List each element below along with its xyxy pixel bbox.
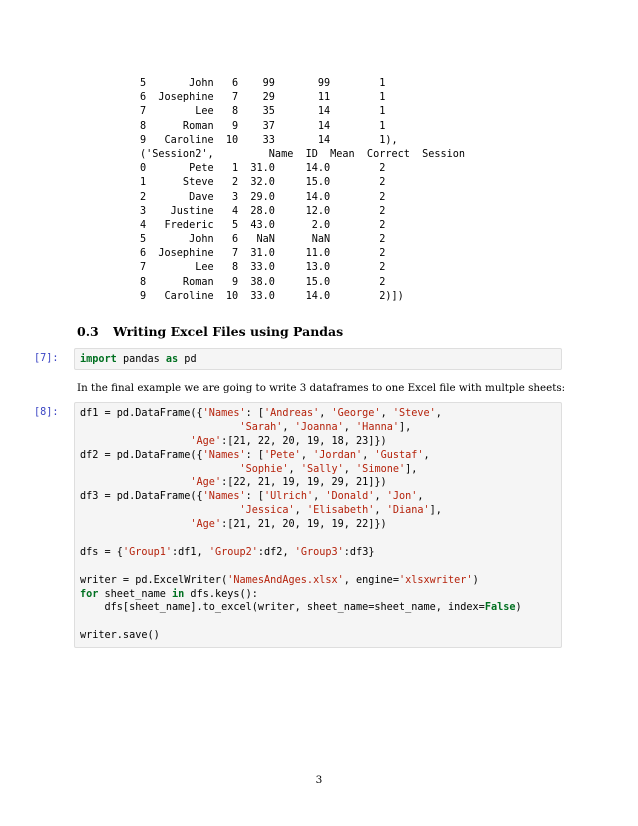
code-line	[80, 435, 522, 449]
output-line: 5 John 6 NaN NaN 2	[140, 234, 386, 246]
string-token: 'Ulrich'	[264, 491, 314, 503]
code-cell-7[interactable]	[74, 348, 562, 370]
code-token: ,	[380, 408, 393, 419]
output-line: 9 Caroline 10 33 14 1),	[140, 134, 398, 146]
section-title: Writing Excel Files using Pandas	[113, 324, 344, 339]
dataframe-output	[140, 77, 465, 304]
code-token: : [	[245, 491, 265, 503]
output-line: 8 Roman 9 38.0 15.0 2	[140, 276, 386, 288]
page-number: 3	[315, 774, 323, 786]
code-cell-7-source	[80, 353, 197, 367]
string-token: 'Names'	[202, 408, 246, 419]
code-token	[80, 505, 239, 516]
cell-7-prompt: [7]:	[34, 353, 59, 364]
code-token: :[22, 21, 19, 19, 29, 21]})	[221, 477, 387, 489]
alias-name: pd	[178, 354, 197, 365]
code-token: ,	[343, 463, 357, 475]
output-line: 7 Lee 8 33.0 13.0 2	[140, 262, 386, 274]
string-token: 'Jessica'	[239, 505, 295, 517]
code-token: ,	[288, 463, 301, 475]
code-token: df1 = pd.DataFrame({	[80, 408, 203, 419]
string-token: 'Pete'	[264, 449, 301, 461]
code-line	[80, 449, 522, 463]
output-line: 5 John 6 99 99 1	[140, 78, 386, 89]
string-token: 'Sophie'	[239, 463, 289, 475]
code-token: ,	[319, 408, 332, 419]
output-line: 6 Josephine 7 29 11 1	[140, 92, 386, 104]
code-token	[80, 422, 239, 433]
output-line: 2 Dave 3 29.0 14.0 2	[140, 191, 386, 203]
string-token: 'Group3'	[294, 546, 344, 558]
code-token: ,	[362, 449, 375, 461]
code-token: ,	[294, 505, 307, 517]
code-token: ,	[374, 491, 387, 503]
code-token: , engine=	[343, 574, 399, 586]
code-token: ],	[429, 505, 442, 517]
code-line	[80, 546, 522, 560]
string-token: 'Sarah'	[239, 421, 283, 433]
keyword-token: False	[484, 602, 516, 614]
code-token: :df1,	[172, 546, 209, 558]
code-token: df3 = pd.DataFrame({	[80, 491, 203, 503]
code-token: dfs.keys():	[184, 588, 258, 600]
code-token: ],	[398, 421, 412, 433]
output-line: 1 Steve 2 32.0 15.0 2	[140, 177, 386, 189]
keyword-as: as	[165, 354, 179, 365]
code-token: ,	[282, 421, 295, 433]
string-token: 'xlsxwriter'	[398, 574, 473, 586]
keyword-token: for	[80, 588, 99, 600]
code-cell-8-source	[80, 407, 522, 643]
output-line: 9 Caroline 10 33.0 14.0 2)])	[140, 290, 404, 302]
code-token: df2 = pd.DataFrame({	[80, 449, 203, 461]
code-line	[80, 560, 522, 574]
string-token: 'Sally'	[300, 463, 344, 475]
output-line: 4 Frederic 5 43.0 2.0 2	[140, 219, 386, 231]
string-token: 'Donald'	[325, 491, 375, 503]
code-line	[80, 629, 522, 643]
string-token: 'Age'	[190, 519, 222, 531]
code-line	[80, 421, 522, 435]
output-line: 8 Roman 9 37 14 1	[140, 120, 386, 132]
code-token: writer = pd.ExcelWriter(	[80, 574, 228, 586]
code-token: : [	[245, 449, 265, 461]
code-token: ,	[435, 408, 442, 419]
output-line: ('Session2', Name ID Mean Correct Session	[140, 148, 466, 160]
string-token: 'Diana'	[386, 505, 430, 517]
code-token: ,	[374, 505, 387, 517]
code-token: dfs[sheet_name].to_excel(writer, sheet_name=sheet_name, index=	[80, 602, 485, 614]
code-token: :df2,	[257, 546, 295, 558]
code-token: ,	[313, 491, 326, 503]
code-line	[80, 407, 522, 421]
code-token: :[21, 21, 20, 19, 19, 22]})	[221, 519, 387, 531]
code-line	[80, 476, 522, 490]
string-token: 'Jordan'	[313, 449, 363, 461]
section-number: 0.3	[77, 324, 99, 339]
code-token: )	[472, 574, 479, 586]
code-line	[80, 615, 522, 629]
section-heading	[77, 324, 343, 339]
module-name: pandas	[116, 354, 166, 365]
string-token: 'Age'	[190, 435, 222, 447]
code-token: dfs = {	[80, 546, 123, 558]
code-token	[80, 477, 190, 488]
string-token: 'Steve'	[392, 408, 436, 419]
keyword-token: in	[172, 588, 185, 600]
code-line	[80, 490, 522, 504]
string-token: 'George'	[331, 408, 381, 419]
body-paragraph: In the final example we are going to write 3 dataframes to one Excel file with multple sheets:	[77, 382, 566, 394]
code-line	[80, 588, 522, 602]
string-token: 'Hanna'	[356, 421, 399, 433]
string-token: 'Group2'	[208, 546, 258, 558]
output-line: 6 Josephine 7 31.0 11.0 2	[140, 248, 386, 260]
code-line	[80, 532, 522, 546]
code-token	[80, 436, 190, 447]
string-token: 'Group1'	[122, 546, 173, 558]
string-token: 'Gustaf'	[374, 449, 424, 461]
code-token	[80, 464, 239, 475]
string-token: 'Age'	[190, 477, 222, 489]
string-token: 'Elisabeth'	[306, 505, 375, 517]
code-token: : [	[245, 408, 265, 419]
code-line	[80, 463, 522, 477]
code-line	[80, 574, 522, 588]
string-token: 'Joanna'	[294, 421, 344, 433]
output-line: 0 Pete 1 31.0 14.0 2	[140, 163, 386, 175]
string-token: 'NamesAndAges.xlsx'	[227, 574, 344, 586]
cell-8-prompt: [8]:	[34, 407, 59, 418]
code-token: :[21, 22, 20, 19, 18, 23]})	[221, 435, 387, 447]
string-token: 'Simone'	[356, 463, 406, 475]
output-line: 3 Justine 4 28.0 12.0 2	[140, 205, 386, 217]
code-token: ],	[405, 463, 418, 475]
code-line	[80, 504, 522, 518]
code-token: )	[515, 602, 522, 614]
code-line	[80, 518, 522, 532]
keyword-import: import	[80, 354, 117, 365]
code-line	[80, 601, 522, 615]
code-cell-8[interactable]	[74, 402, 562, 648]
code-token: ,	[300, 449, 314, 461]
output-line: 7 Lee 8 35 14 1	[140, 106, 386, 118]
string-token: 'Andreas'	[264, 408, 320, 419]
string-token: 'Jon'	[386, 491, 418, 503]
code-token: :df3}	[343, 546, 375, 558]
string-token: 'Names'	[202, 449, 246, 461]
code-token: sheet_name	[98, 588, 173, 600]
code-token: ,	[417, 491, 424, 503]
code-token: ,	[423, 449, 430, 461]
string-token: 'Names'	[202, 491, 246, 503]
code-token: ,	[343, 421, 357, 433]
code-token: writer.save()	[80, 630, 160, 642]
code-token	[80, 519, 190, 530]
